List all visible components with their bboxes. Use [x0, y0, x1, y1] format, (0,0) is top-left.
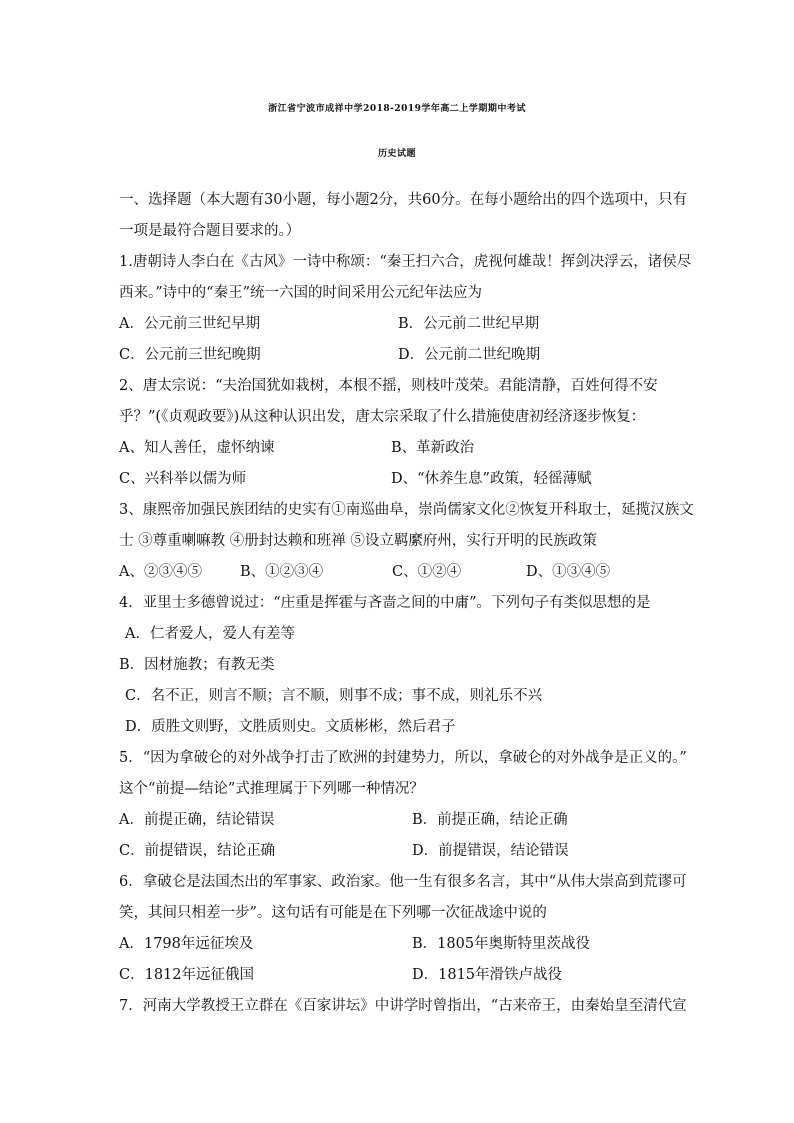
exam-title: 浙江省宁波市成祥中学2018-2019学年高二上学期期中考试	[268, 104, 526, 114]
question-2-stem-line-1: 2、唐太宗说：“夫治国犹如栽树，本根不摇，则枝叶茂荣。君能清静，百姓何得不安	[119, 378, 658, 394]
question-3-stem-line-1: 3、康熙帝加强民族团结的史实有①南巡曲阜，崇尚儒家文化②恢复开科取士，延揽汉族文	[119, 502, 694, 518]
question-6-stem-line-2: 笑，其间只相差一步”。这句话有可能是在下列哪一次征战途中说的	[119, 905, 547, 921]
question-6-option-c: C．1812年远征俄国	[119, 967, 254, 983]
question-4-option-b: B．因材施教；有教无类	[119, 657, 275, 673]
question-5-stem-line-2: 这个“前提—结论”式推理属于下列哪一种情况？	[119, 781, 424, 797]
question-5-option-d: D．前提错误，结论错误	[412, 843, 569, 859]
question-1-option-b: B．公元前二世纪早期	[398, 316, 540, 332]
question-6-option-b: B．1805年奥斯特里茨战役	[412, 936, 591, 952]
question-2-option-d: D、“休养生息”政策，轻徭薄赋	[391, 471, 592, 487]
question-1-option-c: C．公元前三世纪晚期	[119, 347, 261, 363]
question-5-option-c: C．前提错误，结论正确	[119, 843, 276, 859]
question-3-option-a: A、②③④⑤	[119, 564, 202, 580]
question-3-option-d: D、①③④⑤	[526, 564, 611, 580]
question-1-stem-line-2: 西来。”诗中的“秦王”统一六国的时间采用公元纪年法应为	[119, 285, 482, 301]
question-5-option-a: A．前提正确，结论错误	[119, 812, 275, 828]
question-2-option-c: C、兴科举以儒为师	[119, 471, 247, 487]
question-5-option-b: B．前提正确，结论正确	[412, 812, 568, 828]
question-6-option-d: D．1815年滑铁卢战役	[412, 967, 563, 983]
section-instruction-line-2: 一项是最符合题目要求的。）	[119, 223, 301, 239]
section-instruction-line-1: 一、选择题（本大题有30小题，每小题2分，共60分。在每小题给出的四个选项中，只有	[119, 192, 688, 208]
question-2-option-a: A、知人善任，虚怀纳谏	[119, 440, 275, 456]
question-6-stem-line-1: 6．拿破仑是法国杰出的军事家、政治家。他一生有很多名言，其中“从伟大崇高到荒谬可	[119, 874, 687, 890]
question-4-option-d: D．质胜文则野，文胜质则史。文质彬彬，然后君子	[125, 719, 456, 735]
question-4-option-a: A．仁者爱人，爱人有差等	[125, 626, 295, 642]
question-3-stem-line-2: 士 ③尊重喇嘛教 ④册封达赖和班禅 ⑤设立羁縻府州，实行开明的民族政策	[119, 533, 597, 549]
question-7-stem-line-1: 7．河南大学教授王立群在《百家讲坛》中讲学时曾指出，“古来帝王，由秦始皇至清代宣	[119, 998, 687, 1014]
exam-subtitle: 历史试题	[377, 149, 416, 159]
question-4-stem-line-1: 4．亚里士多德曾说过：“庄重是挥霍与吝啬之间的中庸”。下列句子有类似思想的是	[119, 595, 651, 611]
question-4-option-c: C．名不正，则言不顺；言不顺，则事不成；事不成，则礼乐不兴	[125, 688, 543, 704]
question-2-stem-line-2: 乎？”(《贞观政要》)从这种认识出发，唐太宗采取了什么措施使唐初经济逐步恢复：	[119, 409, 646, 425]
question-2-option-b: B、革新政治	[391, 440, 475, 456]
question-1-option-d: D．公元前二世纪晚期	[398, 347, 541, 363]
question-3-option-c: C、①②④	[392, 564, 462, 580]
question-5-stem-line-1: 5．“因为拿破仑的对外战争打击了欧洲的封建势力，所以，拿破仑的对外战争是正义的。”	[119, 750, 687, 766]
question-1-option-a: A．公元前三世纪早期	[119, 316, 260, 332]
question-3-option-b: B、①②③④	[240, 564, 324, 580]
question-1-stem-line-1: 1.唐朝诗人李白在《古风》一诗中称颂：“秦王扫六合，虎视何雄哉！挥剑决浮云，诸侯尽	[119, 254, 692, 270]
question-6-option-a: A．1798年远征埃及	[119, 936, 254, 952]
